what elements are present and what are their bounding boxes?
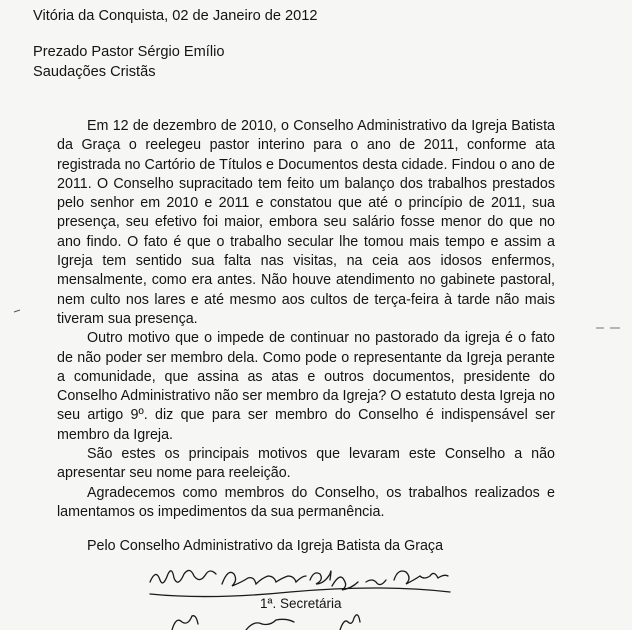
signatory-role: 1ª. Secretária [260, 596, 342, 611]
paragraph-2: Outro motivo que o impede de continuar no pastorado da igreja é o fato de não poder ser membro dela. Como pode o representante da Igreja perante a comunidade, que assina as atas e outros documentos, presidente do Conselho Administrativo não ser membro da Igreja? O estatuto desta Igreja no seu artigo 9º. diz que para ser membro do Conselho é indispensável ser membro da Igreja. [57, 330, 555, 443]
closing-line: Pelo Conselho Administrativo da Igreja Batista da Graça [87, 538, 444, 554]
margin-tick-left [14, 310, 20, 312]
second-signature [172, 615, 360, 630]
paragraph-1: Em 12 de dezembro de 2010, o Conselho Administrativo da Igreja Batista da Graça o reelegeu pastor interino para o ano de 2011, conforme ata registrada no Cartório de Títulos e Documentos desta cidade. Findou o ano de 2011. O Conselho supracitado tem feito um balanço dos trabalhos prestados pelo senhor em 2010 e 2011 e constatou que até o princípio de 2011, sua presença, seu efetivo foi maior, embora seu salário fosse menor do que no ano findo. O fato é que o trabalho secular lhe tomou mais tempo e assim a Igreja tem sentido sua falta nas visitas, na ceia aos idosos enfermos, mensalmente, como era antes. Não houve atendimento no gabinete pastoral, nem culto nos lares e até mesmo aos cultos de terça-feira à tarde não mais tiveram sua presença. [57, 118, 555, 327]
paragraph-4: Agradecemos como membros do Conselho, os trabalhos realizados e lamentamos os impedimentos da sua permanência. [57, 484, 555, 520]
paragraph-3: São estes os principais motivos que levaram este Conselho a não apresentar seu nome para reeleição. [57, 446, 555, 482]
salutation: Saudações Cristãs [33, 64, 156, 80]
date-line: Vitória da Conquista, 02 de Janeiro de 2012 [33, 8, 318, 24]
greeting: Prezado Pastor Sérgio Emílio [33, 44, 225, 60]
signature-handwriting [150, 570, 450, 596]
